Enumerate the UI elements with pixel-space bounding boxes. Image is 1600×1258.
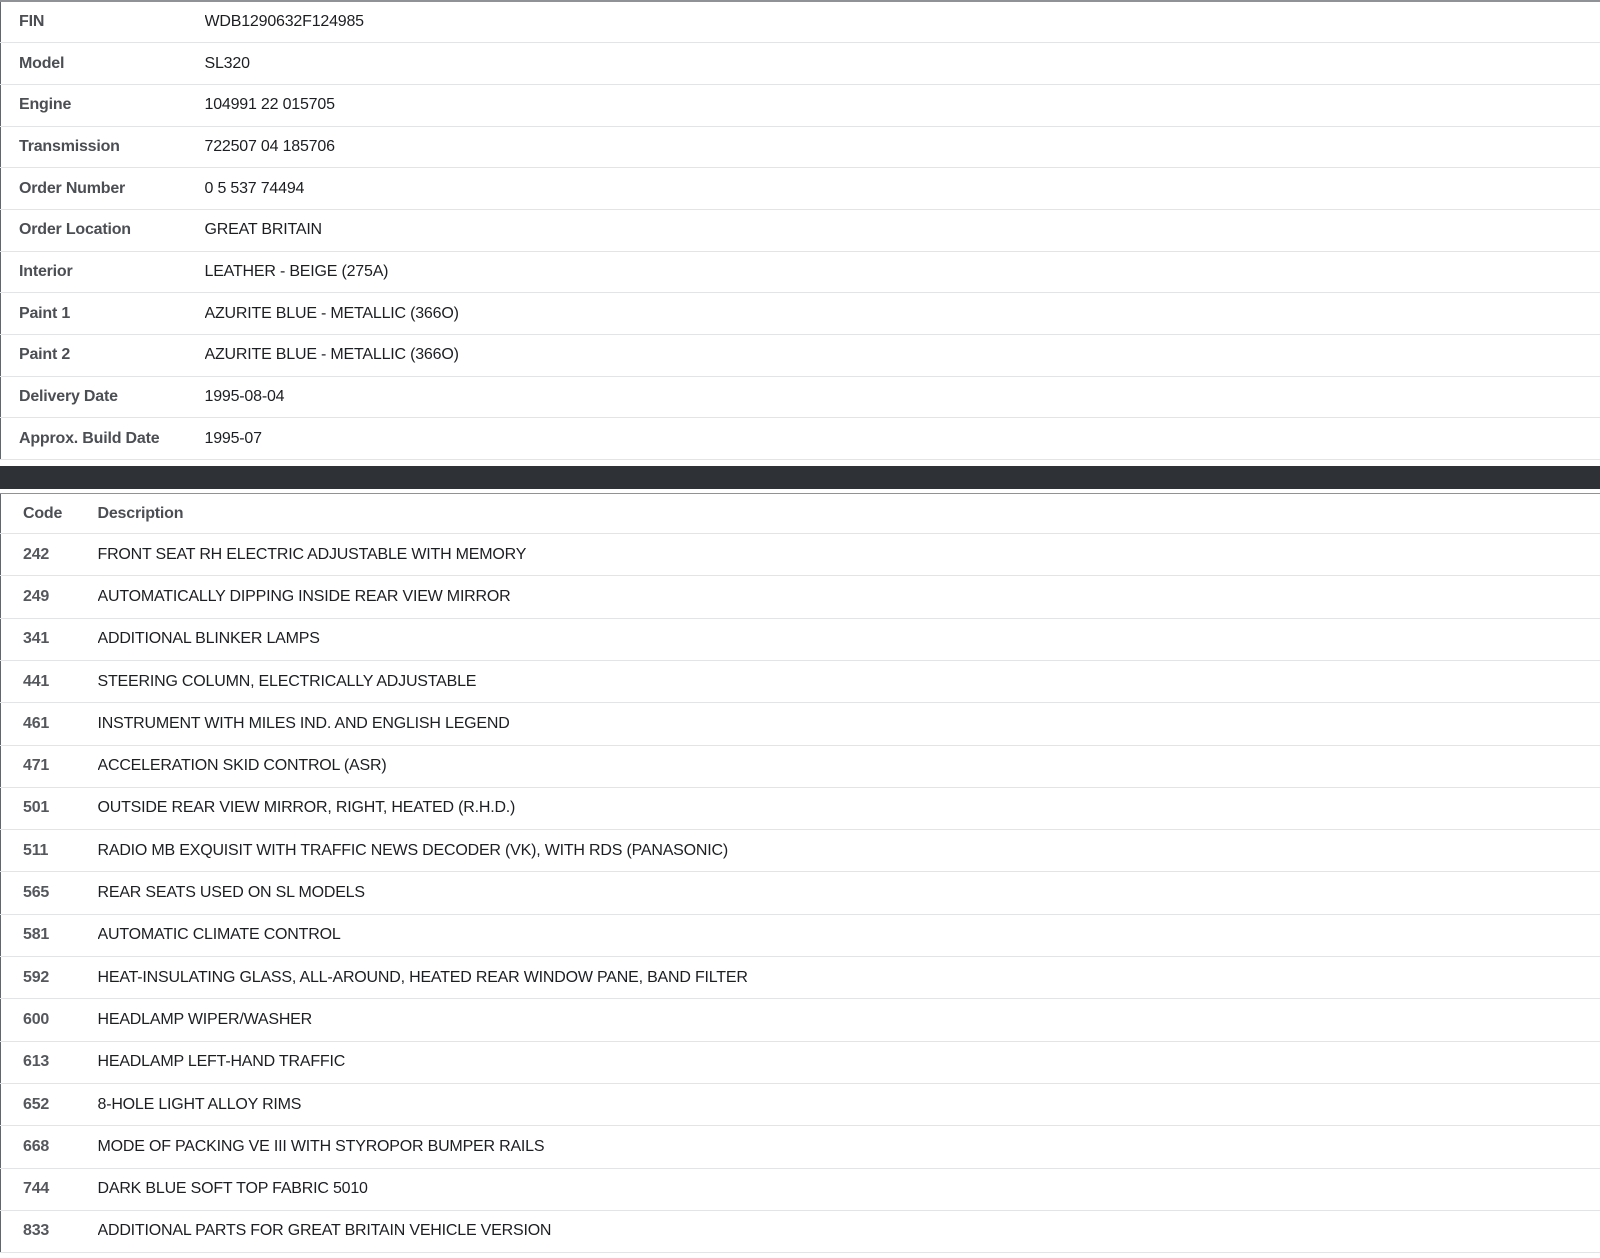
field-label: Paint 1 <box>19 304 71 322</box>
vehicle-info-row <box>1 1 1600 43</box>
option-code: 744 <box>23 1180 50 1198</box>
option-code-row <box>1 999 1600 1041</box>
option-description: REAR SEATS USED ON SL MODELS <box>97 884 365 902</box>
option-code: 441 <box>23 672 50 690</box>
option-codes-table <box>0 493 1600 1253</box>
option-code-row <box>1 660 1600 702</box>
option-code-row <box>1 1126 1600 1168</box>
option-code: 652 <box>23 1095 50 1113</box>
option-description: INSTRUMENT WITH MILES IND. AND ENGLISH LEGEND <box>97 714 510 732</box>
option-code: 249 <box>23 588 50 605</box>
option-code: 592 <box>23 968 50 986</box>
vehicle-info-row <box>1 293 1600 335</box>
option-code-row <box>1 1041 1600 1083</box>
field-value: 1995-07 <box>204 429 262 447</box>
section-divider-bar <box>0 466 1600 489</box>
field-label: FIN <box>19 13 45 31</box>
option-code-row <box>1 534 1600 576</box>
vehicle-info-row <box>1 335 1600 377</box>
vehicle-info-row <box>1 251 1600 293</box>
field-label: Order Number <box>19 179 126 197</box>
option-description: 8-HOLE LIGHT ALLOY RIMS <box>97 1095 302 1113</box>
option-code-row <box>1 914 1600 956</box>
field-value: AZURITE BLUE - METALLIC (366O) <box>204 304 459 322</box>
field-value: WDB1290632F124985 <box>204 13 364 31</box>
vehicle-info-table <box>0 0 1600 460</box>
option-code: 341 <box>23 630 50 648</box>
code-column-header: Code <box>23 504 63 522</box>
option-code: 668 <box>23 1137 50 1155</box>
field-label: Transmission <box>19 137 120 155</box>
option-code-row <box>1 703 1600 745</box>
option-description: HEAT-INSULATING GLASS, ALL-AROUND, HEATED REAR WINDOW PANE, BAND FILTER <box>97 968 748 986</box>
option-code-row <box>1 1168 1600 1210</box>
option-description: DARK BLUE SOFT TOP FABRIC 5010 <box>97 1180 368 1198</box>
option-code: 833 <box>23 1222 50 1240</box>
option-code-row <box>1 830 1600 872</box>
option-description: FRONT SEAT RH ELECTRIC ADJUSTABLE WITH MEMORY <box>97 545 527 563</box>
option-code-row <box>1 872 1600 914</box>
option-code-row <box>1 745 1600 787</box>
option-code-row <box>1 1210 1600 1252</box>
field-value: 1995-08-04 <box>204 388 285 406</box>
option-code: 511 <box>23 841 49 859</box>
option-code: 461 <box>23 714 50 732</box>
field-label: Order Location <box>19 221 131 239</box>
option-code: 242 <box>23 545 50 563</box>
field-value: SL320 <box>204 54 250 72</box>
field-label: Engine <box>19 96 72 114</box>
option-description: RADIO MB EXQUISIT WITH TRAFFIC NEWS DECODER (VK), WITH RDS (PANASONIC) <box>97 841 728 859</box>
option-description: AUTOMATICALLY DIPPING INSIDE REAR VIEW MIRROR <box>97 588 511 605</box>
field-label: Model <box>19 54 65 72</box>
option-code: 613 <box>23 1053 50 1071</box>
option-code: 600 <box>23 1010 50 1028</box>
option-description: OUTSIDE REAR VIEW MIRROR, RIGHT, HEATED (R.H.D.) <box>97 799 516 817</box>
option-code-row <box>1 787 1600 829</box>
field-label: Approx. Build Date <box>19 429 160 447</box>
field-label: Interior <box>19 262 73 280</box>
vehicle-info-row <box>1 418 1600 460</box>
vehicle-info-row <box>1 209 1600 251</box>
field-label: Paint 2 <box>19 346 71 364</box>
field-value: 0 5 537 74494 <box>204 179 305 197</box>
vehicle-info-row <box>1 168 1600 210</box>
vehicle-info-body <box>1 1 1600 460</box>
option-code: 501 <box>23 799 50 817</box>
field-value: 722507 04 185706 <box>204 137 335 155</box>
option-description: HEADLAMP WIPER/WASHER <box>97 1010 313 1028</box>
option-codes-body <box>1 534 1600 1253</box>
option-code-row <box>1 618 1600 660</box>
codes-header-row <box>1 494 1600 534</box>
option-code: 581 <box>23 926 50 944</box>
option-codes-header <box>1 494 1600 534</box>
option-description: STEERING COLUMN, ELECTRICALLY ADJUSTABLE <box>97 672 477 690</box>
field-label: Delivery Date <box>19 388 118 406</box>
field-value: GREAT BRITAIN <box>204 221 322 239</box>
option-code: 565 <box>23 884 50 902</box>
option-description: ACCELERATION SKID CONTROL (ASR) <box>97 757 387 775</box>
vehicle-info-row <box>1 126 1600 168</box>
description-column-header: Description <box>97 504 184 522</box>
vehicle-info-row <box>1 43 1600 85</box>
option-description: AUTOMATIC CLIMATE CONTROL <box>97 926 341 944</box>
option-code: 471 <box>23 757 50 775</box>
field-value: 104991 22 015705 <box>204 96 335 114</box>
option-description: ADDITIONAL PARTS FOR GREAT BRITAIN VEHICLE VERSION <box>97 1222 552 1240</box>
option-code-row <box>1 957 1600 999</box>
option-code-row <box>1 576 1600 618</box>
option-code-row <box>1 1083 1600 1125</box>
option-description: MODE OF PACKING VE III WITH STYROPOR BUMPER RAILS <box>97 1137 545 1155</box>
option-description: ADDITIONAL BLINKER LAMPS <box>97 630 320 648</box>
field-value: LEATHER - BEIGE (275A) <box>204 262 389 280</box>
field-value: AZURITE BLUE - METALLIC (366O) <box>204 346 459 364</box>
vehicle-info-row <box>1 84 1600 126</box>
vehicle-info-row <box>1 376 1600 418</box>
option-description: HEADLAMP LEFT-HAND TRAFFIC <box>97 1053 346 1071</box>
